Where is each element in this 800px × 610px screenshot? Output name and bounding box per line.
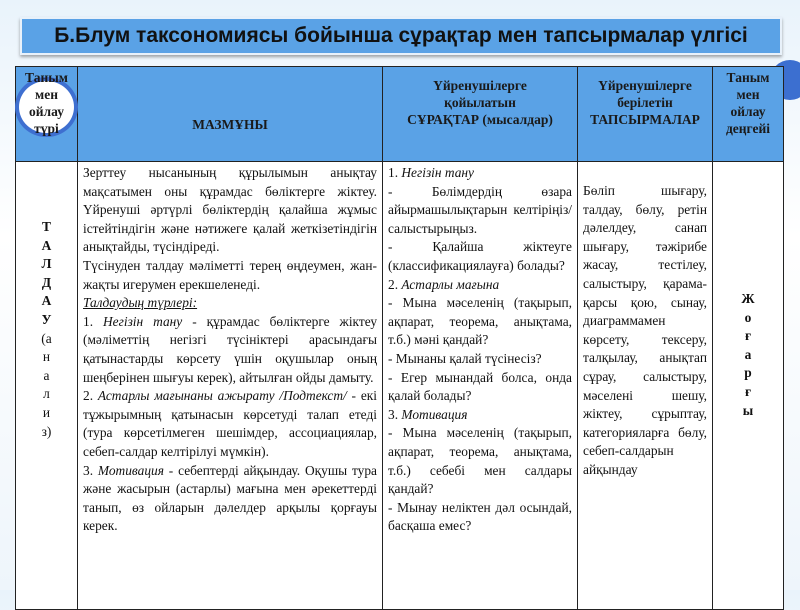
text-segment: - Бөлімдердің өзара айырмашылықтарын келтіріңіз/ салыстырыңыз. xyxy=(388,183,572,236)
header-line: деңгейі xyxy=(725,121,771,136)
content-paragraph xyxy=(83,294,377,313)
header-line: Таным xyxy=(726,70,770,85)
level-letter: р xyxy=(744,365,752,381)
question-item xyxy=(388,406,572,425)
header-line: Үйренушілерге xyxy=(598,78,692,93)
text-segment: 3. xyxy=(83,462,98,478)
question-item xyxy=(388,499,572,536)
content-paragraph xyxy=(83,313,377,387)
text-segment: Негізін тану xyxy=(103,313,183,329)
text-segment: Астарлы мағына xyxy=(401,276,500,292)
bloom-taxonomy-table xyxy=(15,66,784,610)
type-letter: У xyxy=(41,311,52,327)
text-segment: - Мынау неліктен дәл осындай, басқаша емес? xyxy=(388,499,572,534)
header-questions xyxy=(383,67,578,162)
header-content xyxy=(78,67,383,162)
header-line: ойлау xyxy=(29,104,64,119)
header-line: Үйренушілерге xyxy=(433,78,527,93)
header-line: ТАПСЫРМАЛАР xyxy=(590,112,700,127)
type-letter: Т xyxy=(42,219,51,234)
header-line: берілетін xyxy=(617,95,673,110)
header-line: Таным xyxy=(25,70,68,85)
type-letter: з) xyxy=(41,423,52,439)
header-content-label: МАЗМҰНЫ xyxy=(192,116,268,132)
header-row xyxy=(16,67,784,162)
text-segment: - екі тұжырымның қатынасын көрсетуді талап етеді (тура көрсетілмеген шешімдер, ассоциациялар, себеп-салдар келтірілуі мүмкін). xyxy=(83,388,378,459)
type-letter: А xyxy=(41,237,52,253)
question-item xyxy=(388,369,572,406)
text-segment: - себептерді айқындау. Оқушы тура және жасырын (астарлы) мағына мен әрекеттерді танып, өз ойларын дәлелдер арқылы қорғауы керек. xyxy=(83,462,377,534)
text-segment: Түсінуден талдау мәліметті терең өңдеумен, жан-жақты игерумен ерекшеленеді. xyxy=(83,257,377,292)
text-segment: - Мына мәселенің (тақырып, ақпарат, теорема, анықтама, т.б.) мәні қандай? xyxy=(388,295,572,348)
type-letter: л xyxy=(43,386,50,402)
content-cell xyxy=(78,162,383,610)
header-line: қойылатын xyxy=(444,95,516,110)
text-segment: - Мына мәселенің (тақырып, ақпарат, теорема, анықтама, т.б.) себебі мен салдары қандай? xyxy=(388,425,572,497)
content-paragraph xyxy=(83,462,377,536)
task-list xyxy=(583,182,707,480)
text-segment: Бөліп шығару, талдау, бөлу, ретін дәлелдеу, санап шығару, тәжірибе жасау, тестілеу, салыстыру, қарама-қарсы қою, сынау, диаграммамен көрсету, тексеру, талқылау, анықтап сұрау, салыстыру, мәселені шешу, жіктеу, сұрыптау, категорияларға бөлу, себеп-салдарын айқындау xyxy=(583,183,707,477)
content-paragraph xyxy=(83,164,377,257)
text-segment: Мотивация xyxy=(97,462,164,478)
level-letter: о xyxy=(744,309,752,325)
text-segment: Зерттеу нысанының құрылымын анықтау мақсатымен оны құрамдас бөліктерге жіктеу. Үйренуші әртүрлі бөліктердің қалайша жұмыс істейтіндігін және нәтижеге қалай жеткізетіндігін анықтайды, түсіндіреді. xyxy=(83,165,377,255)
question-item xyxy=(388,294,572,350)
header-tasks xyxy=(578,67,713,162)
level-letter: а xyxy=(744,346,752,362)
type-letter: Л xyxy=(41,256,52,272)
text-segment: - Қалайша жіктеуге (классификациялауға) болады? xyxy=(388,239,572,273)
header-line: мен xyxy=(736,87,760,102)
text-segment: - құрамдас бөліктерге жіктеу (мәліметтің негізгі түсініктері арасындағы қатынастарды көрсету үшін оқушылар оның шеңберінен шығуы керек), айтылған ойды дамыту. xyxy=(83,313,378,385)
question-item xyxy=(388,238,572,275)
content-paragraph xyxy=(83,387,377,461)
text-segment: 2. xyxy=(388,276,402,292)
header-cognition-type xyxy=(16,67,78,162)
content-paragraph xyxy=(83,257,377,294)
question-item xyxy=(388,164,572,183)
text-segment: Мотивация xyxy=(401,406,468,422)
text-segment: - Мынаны қалай түсінесіз? xyxy=(388,350,542,366)
type-letter: н xyxy=(42,349,51,365)
cognition-level-cell xyxy=(713,162,784,610)
type-letter: а xyxy=(43,367,50,383)
question-item xyxy=(388,276,572,295)
text-segment: 3. xyxy=(388,406,402,422)
type-letter: Д xyxy=(41,274,52,290)
text-segment: Негізін тану xyxy=(401,165,474,180)
header-line: ойлау xyxy=(730,104,766,119)
table-row-analysis xyxy=(16,162,784,610)
question-item xyxy=(388,350,572,369)
header-line: мен xyxy=(35,87,58,102)
type-letter: А xyxy=(41,293,52,309)
type-letter: (а xyxy=(41,330,52,346)
text-segment: - Егер мынандай болса, онда қалай болады? xyxy=(388,369,572,404)
questions-cell xyxy=(383,162,578,610)
level-letter: Ж xyxy=(741,291,755,306)
header-line: СҰРАҚТАР (мысалдар) xyxy=(407,112,553,127)
text-segment: Талдаудың түрлері: xyxy=(83,295,198,311)
level-letter: ғ xyxy=(744,383,752,399)
question-item xyxy=(388,424,572,498)
level-letter: ы xyxy=(742,402,754,418)
text-segment: 1. xyxy=(388,165,402,180)
text-segment: Астарлы мағынаны ажырату /Подтекст/ xyxy=(97,388,347,404)
question-item xyxy=(388,183,572,239)
text-segment: 2. xyxy=(83,388,98,404)
text-segment: 1. xyxy=(83,313,104,329)
type-letter: и xyxy=(42,404,51,420)
tasks-cell xyxy=(578,162,713,610)
header-cognition-level xyxy=(713,67,784,162)
level-letter: ғ xyxy=(744,328,752,344)
header-line: түрі xyxy=(34,121,59,136)
page-title: Б.Блум таксономиясы бойынша сұрақтар мен тапсырмалар үлгісі xyxy=(20,17,782,55)
cognition-type-cell xyxy=(16,162,78,610)
